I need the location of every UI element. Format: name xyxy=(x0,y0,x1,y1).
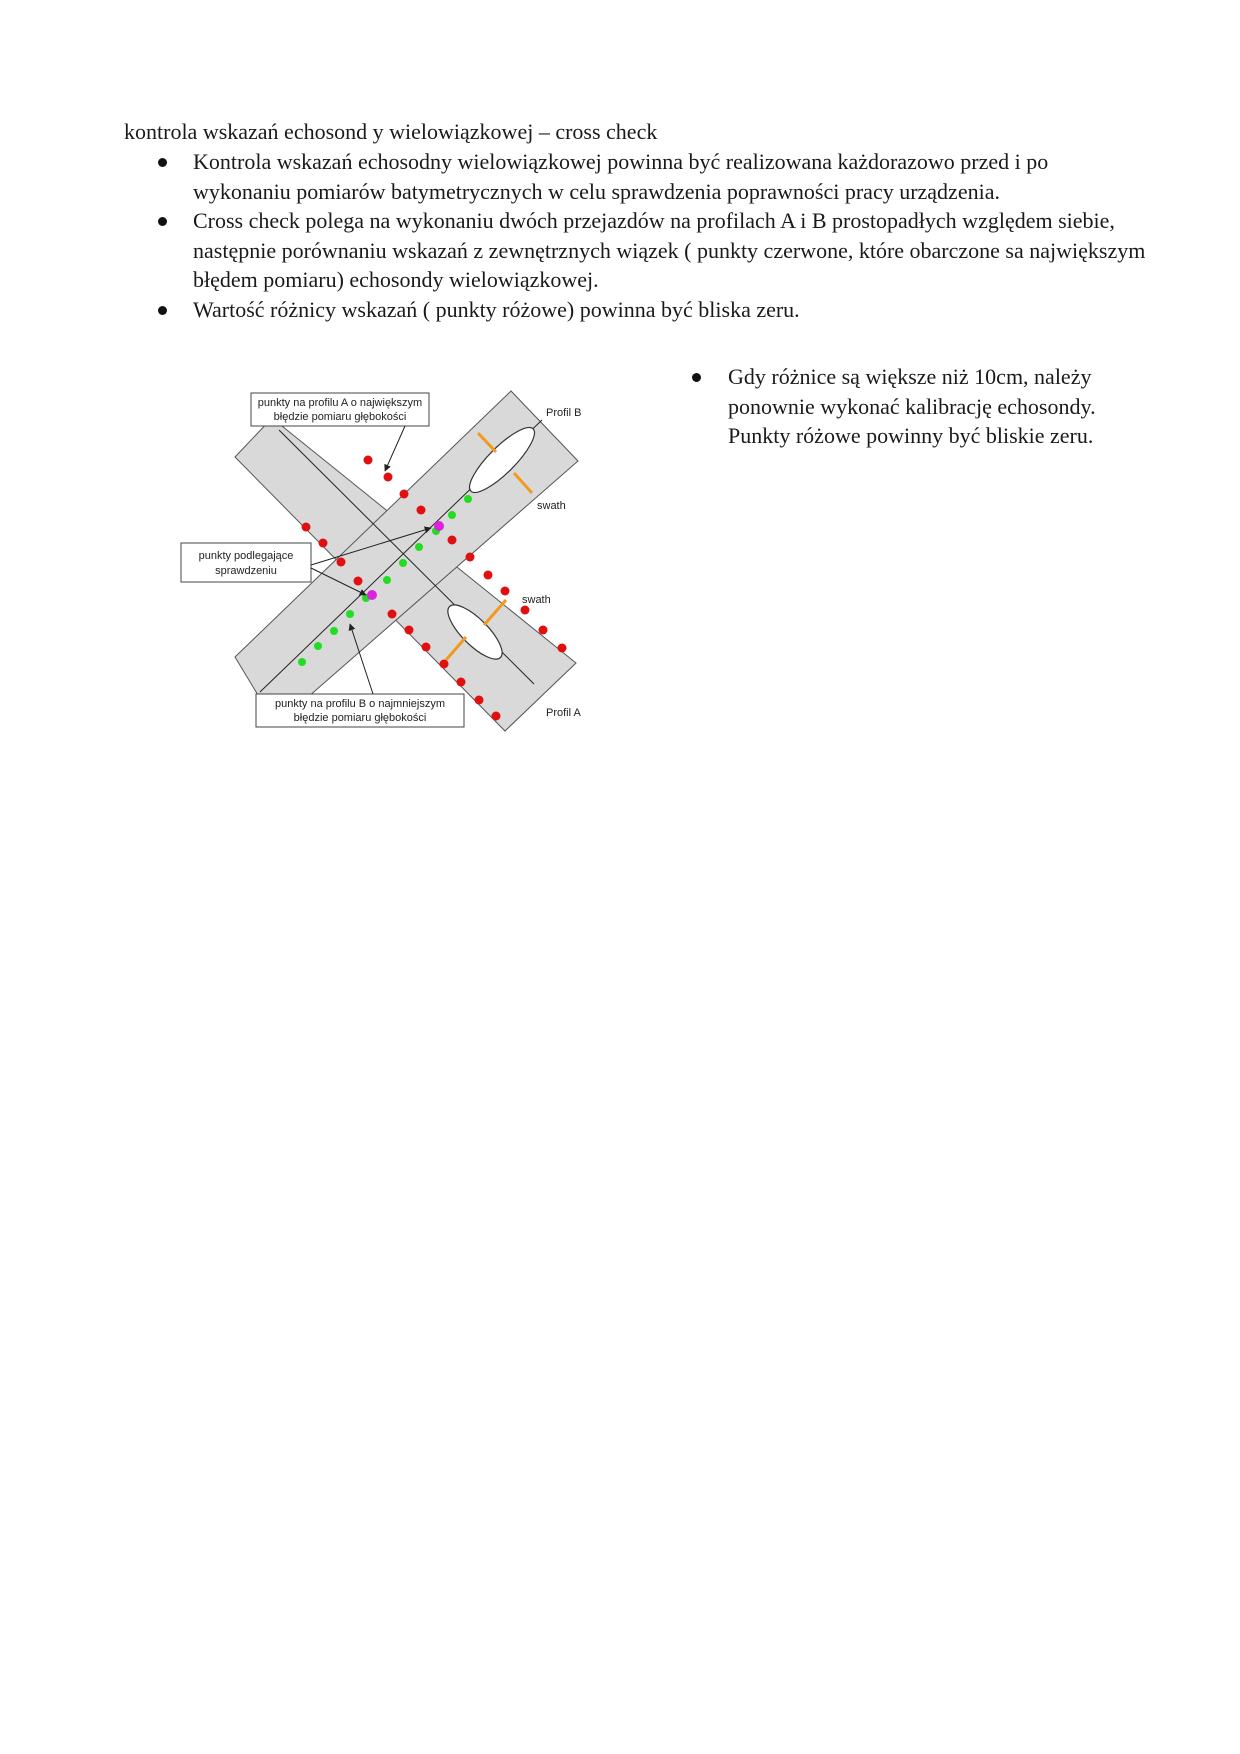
bullet-icon xyxy=(692,373,701,382)
document-title: kontrola wskazań echosond y wielowiązkowej – cross check xyxy=(124,119,658,144)
pink-point xyxy=(367,590,377,600)
red-point xyxy=(302,523,311,532)
red-point xyxy=(440,660,449,669)
label-top-line1: punkty na profilu A o największym xyxy=(257,397,423,409)
bullet-text: Cross check polega na wykonaniu dwóch przejazdów na profilach A i B prostopadłych względem siebie, następnie porównaniu wskazań z zewnętrznych wiązek ( punkty czerwone, które obarczone sa największym błędem pomiaru) echosondy wielowiązkowej. xyxy=(193,208,1146,292)
label-top-line2: błędzie pomiaru głębokości xyxy=(273,411,407,423)
red-point xyxy=(492,712,501,721)
list-item xyxy=(150,206,1150,295)
green-point xyxy=(314,642,322,650)
red-point xyxy=(400,490,409,499)
red-point xyxy=(457,678,466,687)
red-point xyxy=(364,456,373,465)
red-point xyxy=(539,626,548,635)
green-point xyxy=(298,658,306,666)
list-item xyxy=(150,295,1150,325)
red-point xyxy=(501,587,510,596)
green-point xyxy=(383,576,391,584)
bullet-icon xyxy=(158,158,167,167)
red-point xyxy=(388,610,397,619)
list-item xyxy=(150,147,1150,206)
profile-b-label: Profil B xyxy=(546,407,582,419)
cross-check-diagram xyxy=(175,385,605,735)
cross-check-diagram-svg xyxy=(175,385,605,735)
bullet-icon xyxy=(158,217,167,226)
green-point xyxy=(399,559,407,567)
red-point xyxy=(466,553,475,562)
red-point xyxy=(558,644,567,653)
label-bottom-line1: punkty na profilu B o najmniejszym xyxy=(275,698,445,710)
green-point xyxy=(415,543,423,551)
red-point xyxy=(475,696,484,705)
green-point xyxy=(330,627,338,635)
red-point xyxy=(384,473,393,482)
green-point xyxy=(448,511,456,519)
label-left-line2: sprawdzeniu xyxy=(215,565,277,577)
profile-a-label: Profil A xyxy=(546,707,581,719)
red-point xyxy=(319,539,328,548)
red-point xyxy=(521,606,530,615)
bullet-icon xyxy=(158,306,167,315)
red-point xyxy=(417,506,426,515)
bullet-text: Wartość różnicy wskazań ( punkty różowe) powinna być bliska zeru. xyxy=(193,296,800,322)
green-point xyxy=(464,495,472,503)
red-point xyxy=(422,643,431,652)
red-point xyxy=(337,558,346,567)
red-point xyxy=(354,577,363,586)
swath-label-bottom: swath xyxy=(522,594,551,606)
red-point xyxy=(484,571,493,580)
side-bullet xyxy=(688,362,1158,451)
swath-label-top: swath xyxy=(537,500,566,512)
bullet-text: Kontrola wskazań echosodny wielowiązkowej powinna być realizowana każdorazowo przed i po wykonaniu pomiarów batymetrycznych w celu sprawdzenia poprawności pracy urządzenia. xyxy=(193,149,1049,204)
side-bullet-text: Gdy różnice są większe niż 10cm, należy ponownie wykonać kalibrację echosondy. Punkty różowe powinny być bliskie zeru. xyxy=(728,364,1096,448)
label-bottom-line2: błędzie pomiaru głębokości xyxy=(293,712,427,724)
bullet-list xyxy=(150,147,1150,324)
pink-point xyxy=(434,521,444,531)
red-point xyxy=(448,536,457,545)
arrow-top xyxy=(385,426,405,471)
label-left-line1: punkty podlegające xyxy=(198,550,294,562)
green-point xyxy=(346,610,354,618)
red-point xyxy=(405,626,414,635)
